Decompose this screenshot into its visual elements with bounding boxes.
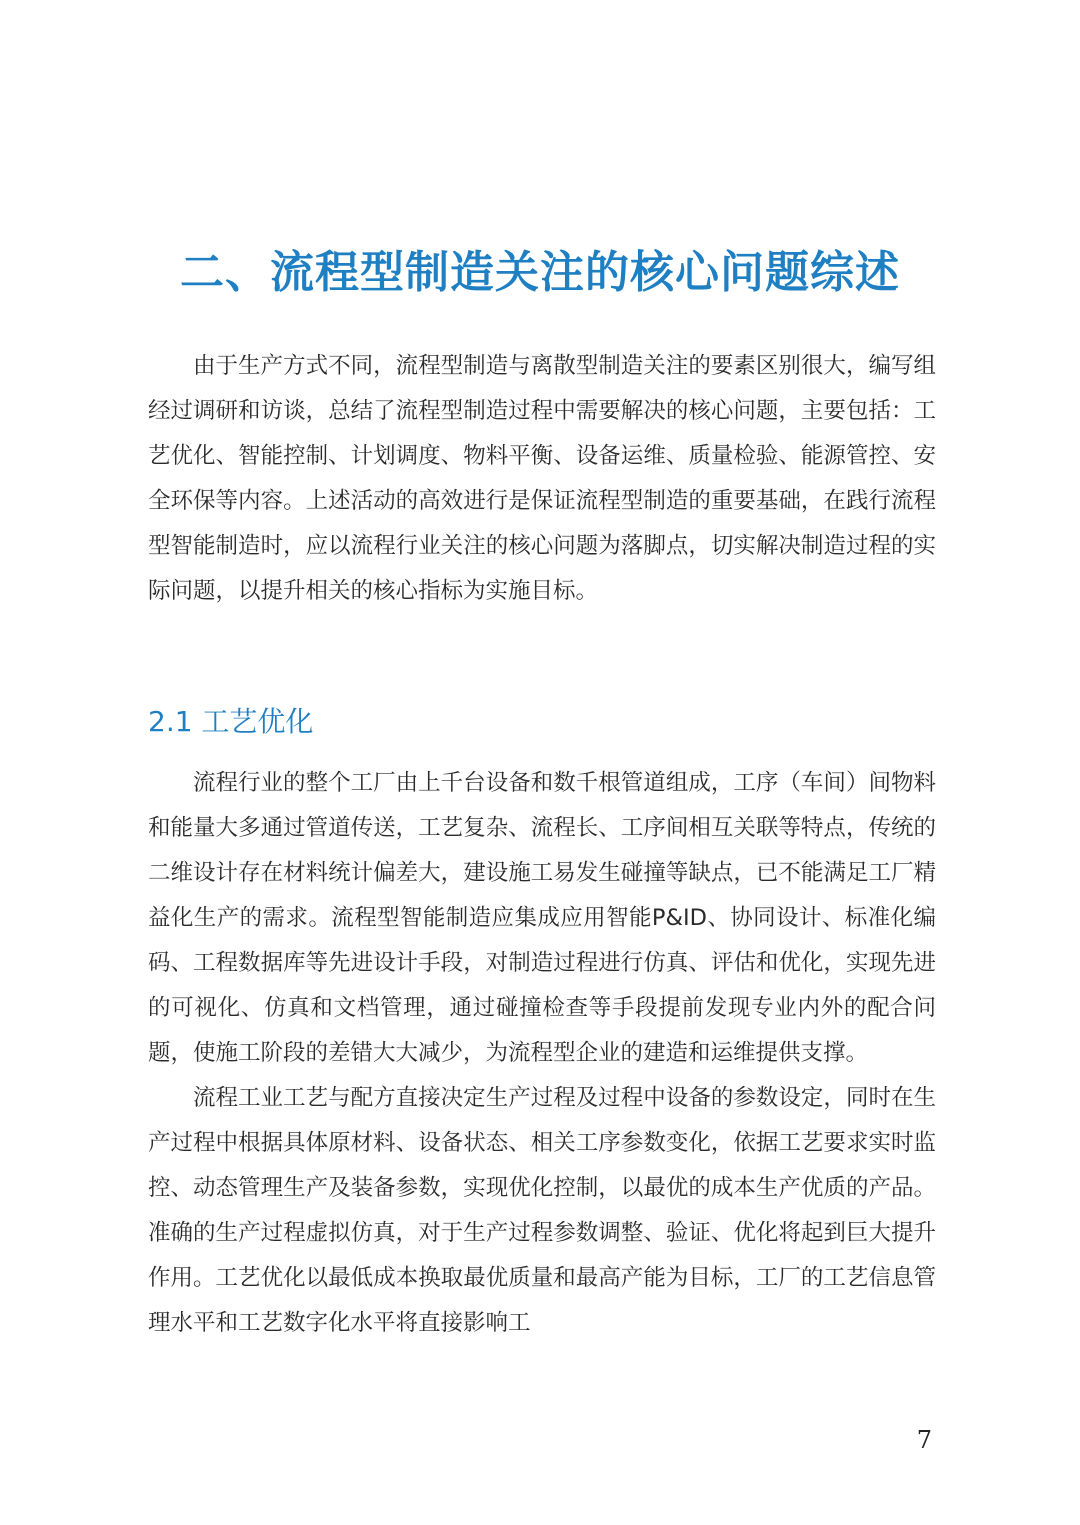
page-number: 7 bbox=[916, 1426, 932, 1454]
section-paragraph-1: 流程行业的整个工厂由上千台设备和数千根管道组成，工序（车间）间物料和能量大多通过管道传送，工艺复杂、流程长、工序间相互关联等特点，传统的二维设计存在材料统计偏差大，建设施工易发生碰撞等缺点，已不能满足工厂精益化生产的需求。流程型智能制造应集成应用智能P&ID、协同设计、标准化编码、工程数据库等先进设计手段，对制造过程进行仿真、评估和优化，实现先进的可视化、仿真和文档管理，通过碰撞检查等手段提前发现专业内外的配合问题，使施工阶段的差错大大减少，为流程型企业的建造和运维提供支撑。 bbox=[148, 770, 936, 1066]
section-paragraph-2: 流程工业工艺与配方直接决定生产过程及过程中设备的参数设定，同时在生产过程中根据具体原材料、设备状态、相关工序参数变化，依据工艺要求实时监控、动态管理生产及装备参数，实现优化控制，以最优的成本生产优质的产品。准确的生产过程虚拟仿真，对于生产过程参数调整、验证、优化将起到巨大提升作用。工艺优化以最低成本换取最优质量和最高产能为目标，工厂的工艺信息管理水平和工艺数字化水平将直接影响工 bbox=[148, 1085, 936, 1336]
chapter-title: 二、流程型制造关注的核心问题综述 bbox=[180, 247, 900, 298]
section-text-block bbox=[148, 761, 936, 1346]
intro-paragraph: 由于生产方式不同，流程型制造与离散型制造关注的要素区别很大，编写组经过调研和访谈，总结了流程型制造过程中需要解决的核心问题，主要包括：工艺优化、智能控制、计划调度、物料平衡、设备运维、质量检验、能源管控、安全环保等内容。上述活动的高效进行是保证流程型制造的重要基础，在践行流程型智能制造时，应以流程行业关注的核心问题为落脚点，切实解决制造过程的实际问题，以提升相关的核心指标为实施目标。 bbox=[148, 353, 936, 604]
intro-text-block bbox=[148, 344, 936, 614]
section-heading: 2.1 工艺优化 bbox=[148, 705, 314, 738]
